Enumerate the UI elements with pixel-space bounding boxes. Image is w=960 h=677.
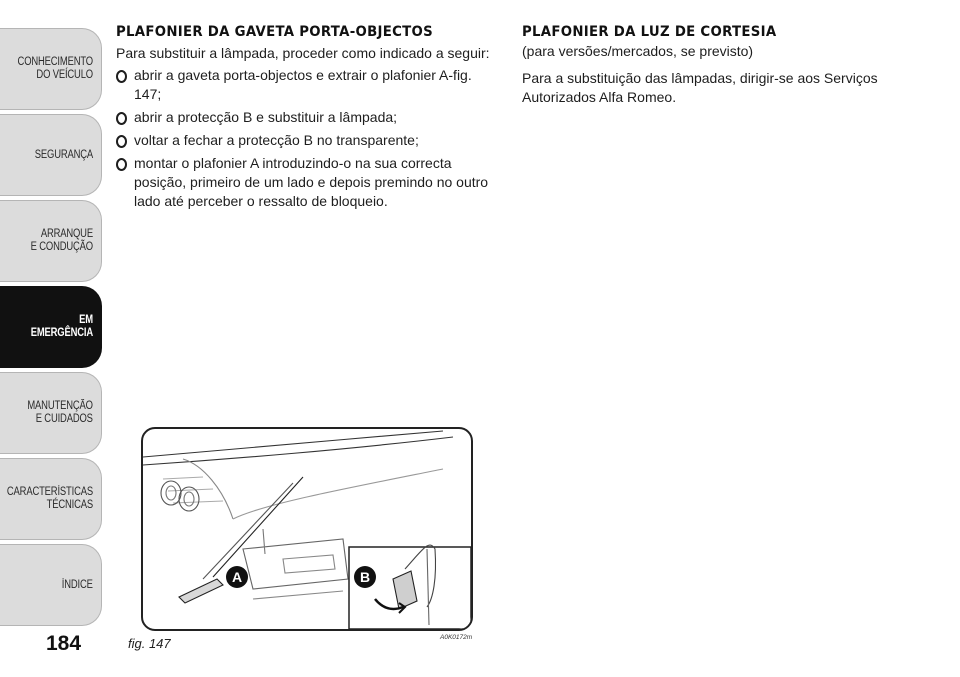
list-item [116,108,502,127]
tab-label: MANUTENÇÃO E CUIDADOS [27,400,93,425]
tab-indice[interactable] [0,544,102,626]
bullet-icon [116,70,127,83]
courtesy-light-section [522,24,922,107]
glovebox-light-section [116,24,502,215]
tab-label: SEGURANÇA [34,148,93,161]
section-subtitle: (para versões/mercados, se previsto) [522,43,754,59]
step-text: montar o plafonier A introduzindo-o na sua correcta posição, primeiro de um lado e depois premindo no outro lado até perceber o ressalto de bloqueio. [134,155,489,209]
step-text: abrir a protecção B e substituir a lâmpada; [134,109,398,125]
tab-label: ÍNDICE [62,578,93,591]
figure-caption: fig. 147 [128,636,171,651]
section-intro: Para substituir a lâmpada, proceder como indicado a seguir: [116,45,490,61]
section-title: PLAFONIER DA LUZ DE CORTESIA [522,24,777,40]
bullet-icon [116,135,127,148]
list-item [116,66,502,104]
section-body: Para a substituição das lâmpadas, dirigir-se aos Serviços Autorizados Alfa Romeo. [522,70,878,105]
page-number: 184 [46,632,82,655]
glovebox-drawing [143,429,471,629]
tab-label: ARRANQUE E CONDUÇÃO [30,228,93,253]
tab-caracteristicas-tecnicas[interactable] [0,458,102,540]
tab-manutencao-e-cuidados[interactable] [0,372,102,454]
bullet-icon [116,158,127,171]
label-a: A [231,569,243,585]
steps-list [116,66,502,211]
tab-label: CARACTERÍSTICAS TÉCNICAS [6,486,93,511]
list-item [116,154,502,211]
figure-code: A0K0172m [440,634,473,641]
list-item [116,131,502,150]
step-text: voltar a fechar a protecção B no transparente; [134,132,419,148]
tab-label: EM EMERGÊNCIA [30,314,93,339]
tab-arranque-e-conducao[interactable] [0,200,102,282]
tab-em-emergencia[interactable] [0,286,102,368]
step-text: abrir a gaveta porta-objectos e extrair o plafonier A-fig. 147; [134,67,472,102]
tab-conhecimento-do-veiculo[interactable] [0,28,102,110]
bullet-icon [116,112,127,125]
label-b: B [359,569,371,585]
section-title: PLAFONIER DA GAVETA PORTA-OBJECTOS [116,24,434,40]
tab-label: CONHECIMENTO DO VEÍCULO [17,56,93,81]
tab-seguranca[interactable] [0,114,102,196]
figure-glovebox-illustration [141,427,473,631]
